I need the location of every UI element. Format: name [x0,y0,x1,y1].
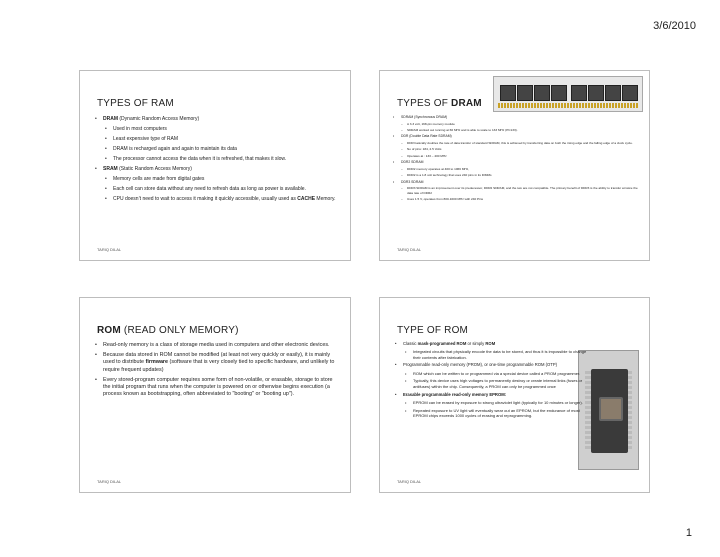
slide-body [393,115,639,203]
bullet-list [393,115,639,201]
bullet-item [393,115,639,120]
eprom-chip [591,369,628,453]
bullet-item [395,349,594,360]
memory-chip [500,85,516,101]
bullet-item [95,166,336,173]
bullet-text: The processor cannot access the data when it is refreshed, that makes it slow. [113,156,287,162]
bullet-item [95,126,336,133]
bullet-text: (software that is very closely tied to specific hardware, and unlikely to require frequent updates) [103,359,335,373]
bullet-item [393,197,639,201]
bullet-item [393,173,639,177]
memory-chip [517,85,533,101]
bullet-item [95,146,336,153]
bullet-bold: DRAM [103,116,118,122]
bullet-text: Memory cells are made from digital gates [113,176,205,182]
bullet-text: A 3.3 volt, 168-pin memory module [407,121,455,126]
slide-footer: TARIQ DILAL [97,479,122,484]
bullet-text: Repeated exposure to UV light will eventually wear out an EPROM, but the endurance of most EPROM chips exceeds 1000 cycles of erasing and reprogramming. [413,407,580,419]
bullet-item [95,156,336,163]
bullet-text: No of pins: 184, 2.5 Volts [407,147,442,152]
bullet-item [95,176,336,183]
slide-title-rest: (READ ONLY MEMORY) [120,325,239,336]
slide-footer: TARIQ DILAL [97,247,122,252]
bullet-item [393,128,639,132]
bullet-text: Integrated circuits that physically encode the data to be stored, and thus it is impossible to change their contents after fabrication. [413,349,587,360]
bullet-text: ROM which can be written to or programmed via a special device called a PROM programmer. [413,370,581,376]
bullet-bold: mask-programmed ROM [417,341,467,346]
memory-chip [551,85,567,101]
slide-title-prefix: TYPES OF [397,98,452,109]
slide-type-of-rom [379,297,650,493]
bullet-item [393,134,639,139]
bullet-item [95,136,336,143]
bullet-bold: Erasable programmable read-only memory EPROM: [403,391,507,397]
bullet-item [395,378,594,389]
bullet-text: Every stored-program computer requires some form of non-volatile, or erasable, storage to store the initial program that runs when the computer is powered on or otherwise begins execution (a process known as bootstrapping, often abbreviated to "booting" or "booting up"). [103,376,333,398]
bullet-text: Because data stored in ROM cannot be modified (at least not very quickly or easily), it is mainly used to distribute [103,352,331,366]
bullet-text: DDR basically doubles the rate of data transfer of standard SDRAM, this is achieved by transferring data on both the rising edge and the falling edge of a clock cycle. [407,141,633,145]
bullet-item [95,342,336,349]
slide-rom [79,297,351,493]
bullet-item [395,371,594,376]
dram-module-image [493,76,643,112]
bullet-text: DRAM is recharged again and again to maintain its data [113,146,237,152]
slide-body [95,116,336,206]
bullet-item [393,141,639,145]
bullet-bold: ROM [485,341,496,346]
bullet-text: Each cell can store data without any need to refresh data as long as power is available. [113,186,306,192]
slide-title: TYPE OF ROM [397,325,469,336]
slide-body [95,342,336,401]
bullet-item [395,392,594,398]
bullet-text: CPU doesn’t need to wait to access it making it quickly accessible, usually used as [113,196,298,202]
bullet-text: DDR2 is a 1.8 volt technology that uses 240 pins in its DIMMs [407,173,492,178]
bullet-text: DDR2 SDRAM [401,160,424,165]
bullet-item [95,196,336,203]
slide-title [97,325,239,336]
bullet-text: Uses 1.5 V, operates from 800-1600 MHz with 240 Pins [407,197,484,202]
slide-title-bold: ROM [97,325,121,336]
bullet-text: (Dynamic Random Access Memory) [118,116,200,122]
memory-chip [622,85,638,101]
bullet-item [395,362,594,368]
module-pins [498,103,638,108]
bullet-text: EPROM can be erased by exposure to strong ultraviolet light (typically for 10 minutes or longer). [413,399,583,405]
bullet-item [393,180,639,185]
bullet-text: Used in most computers [113,126,167,132]
bullet-item [395,408,594,419]
bullet-item [393,154,639,158]
bullet-list [395,341,594,419]
slide-types-of-ram [79,70,351,261]
slide-title: TYPES OF RAM [97,98,174,109]
bullet-text: DDR3 SDRAM is an improvement over its predecessor, DDR2 SDRAM, and the two are not compatible. The primary benefit of DDR3 is the ability to transfer at twice the data rate of DDR2 [407,186,638,195]
bullet-text: Operates at : 133 – 400 MHz [407,153,447,158]
bullet-item [393,186,639,195]
bullet-text: or simply [466,341,486,346]
bullet-text: Read-only memory is a class of storage media used in computers and other electronic devices. [103,342,330,348]
bullet-text: Programmable read-only memory (PROM), or one-time programmable ROM (OTP) [403,362,558,368]
page-number: 1 [685,527,692,539]
bullet-text: Typically, this device uses high voltages to permanently destroy or create internal links (fuses or antifuses) within the chip. Consequently, a PROM can only be programmed once [413,378,583,389]
bullet-item [395,341,594,347]
bullet-list [95,116,336,203]
slide-title [397,98,482,109]
memory-chip [588,85,604,101]
bullet-text: DDR (Double Data Rate SDRAM) [401,134,452,139]
bullet-item [95,186,336,193]
memory-chip [605,85,621,101]
slide-body [395,341,594,421]
bullet-item [95,116,336,123]
bullet-text: DDR2 memory operates at 400 to 1066 MHz, [407,166,470,171]
bullet-text: Memory. [315,196,336,202]
bullet-text: SDRAM (Synchronous DRAM) [401,115,448,119]
bullet-text: Classic [403,341,418,346]
bullet-item [395,400,594,405]
slide-types-of-dram [379,70,650,261]
bullet-bold: CACHE [297,196,316,202]
bullet-item [393,147,639,151]
bullet-text: (Static Random Access Memory) [117,166,192,172]
bullet-item [393,167,639,171]
bullet-item [393,160,639,165]
uv-window [599,397,623,421]
memory-chip [571,85,587,101]
bullet-bold: firmware [145,359,169,366]
bullet-bold: SRAM [103,166,118,172]
memory-chip [534,85,550,101]
slide-footer: TARIQ DILAL [397,479,422,484]
bullet-text: Least expensive type of RAM [113,136,179,142]
slide-title-bold: DRAM [451,98,482,109]
slide-footer: TARIQ DILAL [397,247,422,252]
bullet-item [95,352,336,374]
bullet-text: DDR3 SDRAM [401,179,424,184]
bullet-list [95,342,336,398]
bullet-item [393,122,639,126]
page-date: 3/6/2010 [653,20,696,32]
bullet-item [95,377,336,399]
bullet-text: SDRAM worked out running at 66 MHz and is able to scale to 133 MHz (PC133). [407,128,518,132]
